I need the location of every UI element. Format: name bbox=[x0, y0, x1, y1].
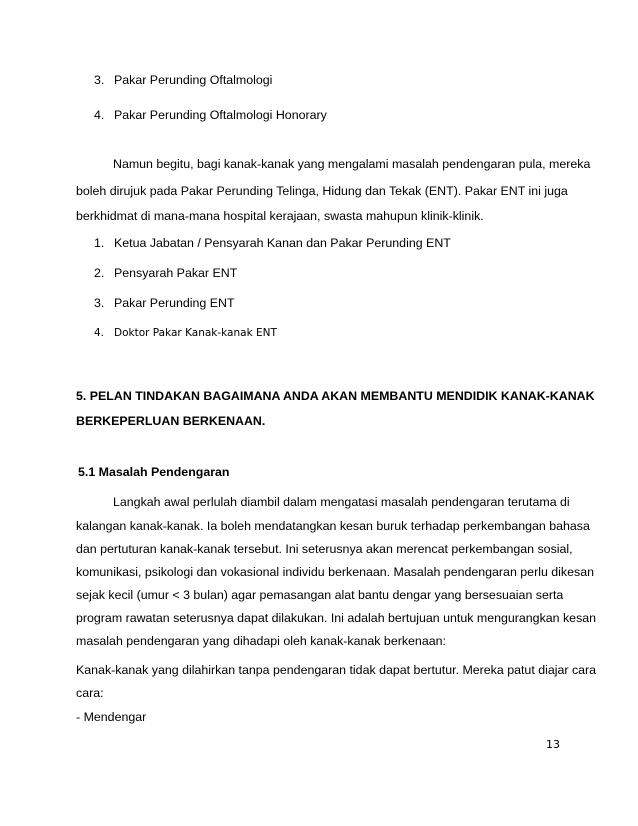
paragraph-line: berkhidmat di mana-mana hospital kerajaan, swasta mahupun klinik-klinik. bbox=[76, 209, 484, 223]
bullet-item: - Mendengar bbox=[76, 710, 147, 724]
paragraph-line: boleh dirujuk pada Pakar Perunding Telinga, Hidung dan Tekak (ENT). Pakar ENT ini juga bbox=[76, 184, 568, 198]
list-item bbox=[94, 73, 272, 87]
paragraph-line: program rawatan seterusnya dapat dilakukan. Ini adalah bertujuan untuk mengurangkan kesan bbox=[76, 611, 597, 625]
list-text: Pakar Perunding ENT bbox=[114, 296, 235, 310]
section-heading: 5. PELAN TINDAKAN BAGAIMANA ANDA AKAN MEMBANTU MENDIDIK KANAK-KANAK bbox=[76, 389, 595, 403]
paragraph-line: dan pertuturan kanak-kanak tersebut. Ini seterusnya akan merencat perkembangan sosial, bbox=[76, 542, 573, 556]
paragraph-line: masalah pendengaran yang dihadapi oleh kanak-kanak berkenaan: bbox=[76, 634, 446, 648]
paragraph-line: Kanak-kanak yang dilahirkan tanpa pendengaran tidak dapat bertutur. Mereka patut diajar cara bbox=[76, 663, 597, 677]
paragraph-line: komunikasi, psikologi dan vokasional individu berkenaan. Masalah pendengaran perlu dikesan bbox=[76, 565, 594, 579]
list-item bbox=[94, 266, 237, 280]
page-number: 13 bbox=[546, 738, 560, 751]
list-number: 2. bbox=[94, 266, 105, 280]
list-text: Pakar Perunding Oftalmologi bbox=[114, 73, 273, 87]
list-number: 1. bbox=[94, 236, 105, 250]
list-number: 3. bbox=[94, 296, 105, 310]
list-item bbox=[94, 327, 277, 339]
paragraph-line: Langkah awal perlulah diambil dalam mengatasi masalah pendengaran terutama di bbox=[113, 495, 570, 509]
list-item bbox=[94, 236, 451, 250]
list-item bbox=[94, 108, 327, 122]
list-number: 4. bbox=[94, 327, 105, 339]
list-number: 4. bbox=[94, 108, 105, 122]
paragraph-line: kalangan kanak-kanak. Ia boleh mendatangkan kesan buruk terhadap perkembangan bahasa bbox=[76, 519, 590, 533]
list-item bbox=[94, 296, 235, 310]
list-number: 3. bbox=[94, 73, 105, 87]
subsection-heading: 5.1 Masalah Pendengaran bbox=[78, 465, 230, 479]
paragraph-line: sejak kecil (umur < 3 bulan) agar pemasangan alat bantu dengar yang bersesuaian serta bbox=[76, 588, 564, 602]
list-text: Doktor Pakar Kanak-kanak ENT bbox=[114, 327, 277, 339]
list-text: Ketua Jabatan / Pensyarah Kanan dan Pakar Perunding ENT bbox=[114, 236, 451, 250]
paragraph-line: cara: bbox=[76, 686, 104, 700]
list-text: Pensyarah Pakar ENT bbox=[114, 266, 238, 280]
list-text: Pakar Perunding Oftalmologi Honorary bbox=[114, 108, 327, 122]
section-heading: BERKEPERLUAN BERKENAAN. bbox=[76, 414, 266, 428]
paragraph-line: Namun begitu, bagi kanak-kanak yang mengalami masalah pendengaran pula, mereka bbox=[113, 157, 591, 171]
